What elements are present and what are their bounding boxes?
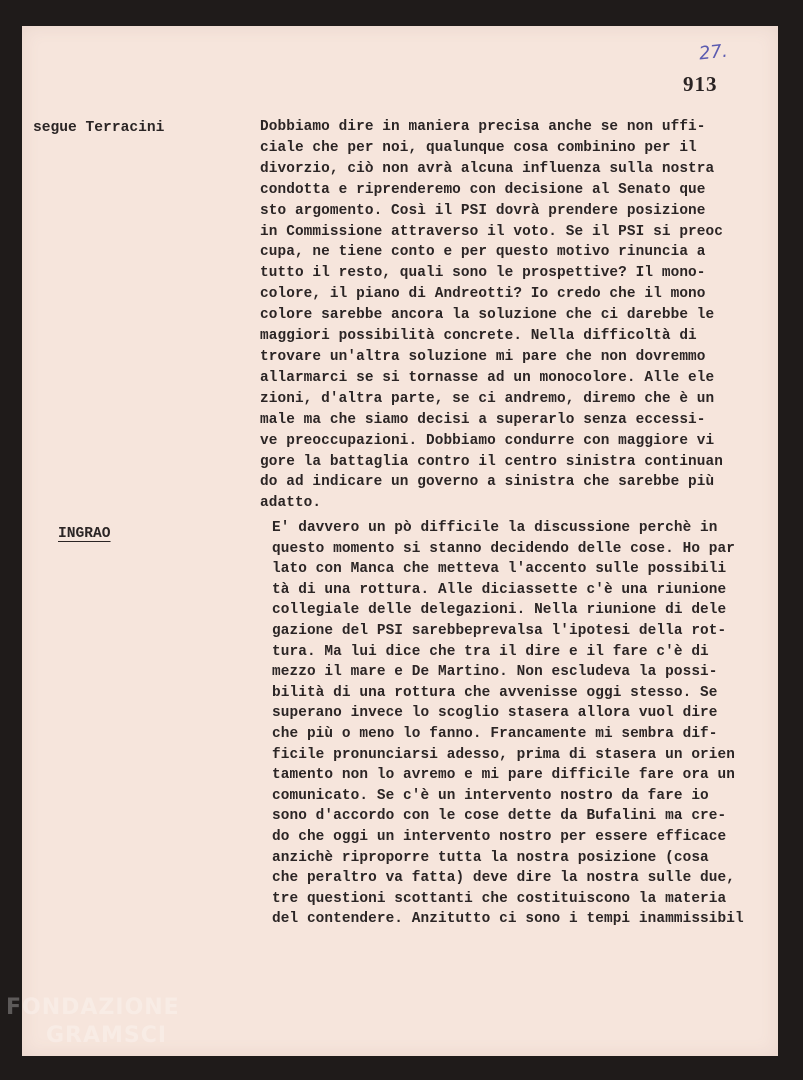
text-line: ve preoccupazioni. Dobbiamo condurre con maggiore vi [260,432,715,449]
text-line: sono d'accordo con le cose dette da Bufalini ma cre- [272,808,727,825]
text-line: Dobbiamo dire in maniera precisa anche se non uffi- [260,119,706,135]
text-line: bilità di una rottura che avvenisse oggi stesso. Se [272,684,718,701]
text-line: anzichè riproporre tutta la nostra posizione (cosa [272,849,709,866]
speaker-label-terracini: segue Terracini [33,120,165,136]
text-line: maggiori possibilità concrete. Nella difficoltà di [260,328,697,345]
text-line: mezzo il mare e De Martino. Non escludeva la possi- [272,664,718,681]
text-line: lato con Manca che metteva l'accento sulle possibili [272,561,727,578]
text-line: colore, il piano di Andreotti? Io credo che il mono [260,286,706,303]
text-line: colore sarebbe ancora la soluzione che ci darebbe le [260,307,715,324]
handwritten-page-number: 27. [697,40,729,65]
text-line: male ma che siamo decisi a superarlo senza eccessi- [260,411,706,428]
text-line: tamento non lo avremo e mi pare difficile fare ora un [272,767,735,784]
text-line: gazione del PSI sarebbeprevalsa l'ipotesi della rot- [272,622,727,639]
text-line: divorzio, ciò non avrà alcuna influenza sulla nostra [260,160,715,177]
text-line: che più o meno lo fanno. Francamente mi sembra dif- [272,725,718,742]
page-number: 913 [683,72,718,96]
paragraph-ingrao [272,518,744,930]
text-line: condotta e riprenderemo con decisione al Senato que [260,181,706,198]
text-line: E' davvero un pò difficile la discussione perchè in [272,520,718,536]
text-line: che peraltro va fatta) deve dire la nostra sulle due, [272,870,735,887]
watermark-line-1: FONDAZIONE [6,995,180,1020]
text-line: do ad indicare un governo a sinistra che sarebbe più [260,474,715,491]
text-line: questo momento si stanno decidendo delle cose. Ho par [272,540,735,557]
text-line: collegiale delle delegazioni. Nella riunione di dele [272,602,727,619]
paragraph-terracini [260,117,723,514]
text-line: in Commissione attraverso il voto. Se il PSI si preoc [260,223,723,240]
watermark-line-2: GRAMSCI [46,1023,168,1048]
text-line: adatto. [260,495,322,512]
fondazione-gramsci-watermark [6,994,180,1050]
text-line: allarmarci se si tornasse ad un monocolore. Alle ele [260,369,715,386]
text-line: superano invece lo scoglio stasera allora vuol dire [272,705,718,722]
text-line: comunicato. Se c'è un intervento nostro da fare io [272,787,709,804]
text-line: ficile pronunciarsi adesso, prima di stasera un orien [272,746,735,763]
text-line: cupa, ne tiene conto e per questo motivo rinuncia a [260,244,706,261]
text-line: gore la battaglia contro il centro sinistra continuan [260,453,723,470]
text-line: tre questioni scottanti che costituiscono la materia [272,890,727,907]
speaker-label-ingrao: INGRAO [58,526,111,542]
text-line: zioni, d'altra parte, se ci andremo, diremo che è un [260,390,715,407]
text-line: tà di una rottura. Alle diciassette c'è una riunione [272,581,727,598]
text-line: ciale che per noi, qualunque cosa combinino per il [260,139,697,156]
text-line: tutto il resto, quali sono le prospettive? Il mono- [260,265,706,282]
text-line: do che oggi un intervento nostro per essere efficace [272,828,727,845]
text-line: del contendere. Anzitutto ci sono i tempi inammissibil [272,911,744,928]
text-line: trovare un'altra soluzione mi pare che non dovremmo [260,348,706,365]
text-line: tura. Ma lui dice che tra il dire e il fare c'è di [272,643,709,660]
text-line: sto argomento. Così il PSI dovrà prendere posizione [260,202,706,219]
